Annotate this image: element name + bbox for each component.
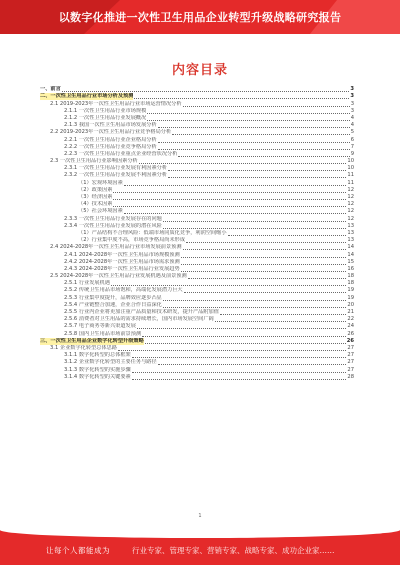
- toc-entry-title: 三、一次性卫生用品企业数字化转型升级策略: [40, 337, 144, 344]
- toc-entry-title: （3）经济因素: [78, 194, 113, 200]
- toc-entry-title: 3.1.3 数字化转型的实施步骤: [64, 366, 131, 373]
- toc-entry-title: 3.1.2 企业数字化转型的主要任务与路径: [64, 359, 157, 366]
- footer-banner: [0, 530, 400, 565]
- toc-entry[interactable]: [40, 280, 354, 287]
- toc-entry[interactable]: [40, 366, 354, 373]
- toc-leader-dots: [163, 300, 347, 301]
- toc-entry[interactable]: [40, 187, 354, 194]
- toc-entry[interactable]: [40, 352, 354, 359]
- toc-entry-title: 2.3.3 一次性卫生用品行业发展存在的问题: [64, 215, 162, 222]
- toc-entry-title: 2.3.1 一次性卫生用品行业发展有利因素分析: [64, 165, 168, 172]
- toc-entry[interactable]: [40, 244, 354, 251]
- toc-entry-title: 2.5.3 行业集中度提升，品牌效应逐步凸显: [64, 294, 162, 301]
- toc-entry[interactable]: [40, 144, 354, 151]
- toc-entry-page: 21: [347, 309, 354, 315]
- toc-entry[interactable]: [40, 316, 354, 323]
- toc-leader-dots: [132, 379, 347, 380]
- toc-entry-title: 2.3.4 一次性卫生用品行业发展的潜在风险: [64, 222, 162, 229]
- toc-entry-page: 15: [347, 258, 354, 265]
- report-header-banner: [0, 0, 400, 34]
- toc-leader-dots: [215, 321, 347, 322]
- toc-entry-title: 2.5.8 国内卫生用品市场前景预测: [64, 330, 142, 337]
- toc-leader-dots: [188, 278, 347, 279]
- toc-leader-dots: [147, 120, 349, 121]
- toc-entry[interactable]: [40, 237, 354, 244]
- toc-leader-dots: [142, 336, 346, 337]
- toc-entry[interactable]: [40, 122, 354, 129]
- toc-leader-dots: [183, 249, 347, 250]
- toc-entry-title: 2.3.2 一次性卫生用品行业发展不利因素分析: [64, 172, 168, 179]
- toc-leader-dots: [118, 350, 346, 351]
- toc-leader-dots: [181, 264, 347, 265]
- toc-leader-dots: [183, 106, 350, 107]
- toc-entry[interactable]: [40, 273, 354, 280]
- toc-leader-dots: [158, 142, 350, 143]
- toc-leader-dots: [181, 257, 347, 258]
- toc-entry-page: 26: [347, 330, 354, 337]
- footer-curve: [0, 530, 400, 538]
- toc-leader-dots: [62, 91, 350, 92]
- toc-entry-title: 3.1.4 数字化转型的关键要素: [64, 373, 131, 380]
- toc-entry-title: 2.4.1 2024-2028年一次性卫生用品市场规模预测: [64, 251, 180, 258]
- toc-entry-page: 10: [347, 165, 354, 172]
- toc-entry-title: 2.2.1 一次性卫生用品行业企业格局分析: [64, 136, 157, 143]
- toc-entry-page: 27: [347, 359, 354, 366]
- toc-entry-title: 2.5.2 传统卫生用品市场饱和，高端化发展潜力巨大: [64, 287, 183, 294]
- toc-entry[interactable]: [40, 287, 354, 294]
- toc-entry-title: （1）宏观环境因素: [78, 179, 123, 186]
- table-of-contents: [40, 86, 354, 381]
- toc-leader-dots: [172, 134, 350, 135]
- footer-slogan: 让每个人都能成为: [46, 546, 110, 555]
- toc-entry-page: 11: [347, 172, 354, 179]
- toc-entry-title: 2.5.4 产业链整合加速，企业合作日益深化: [64, 301, 162, 308]
- toc-entry[interactable]: [40, 338, 354, 345]
- toc-entry[interactable]: [40, 151, 354, 158]
- toc-entry[interactable]: [40, 359, 354, 366]
- toc-entry[interactable]: [40, 158, 354, 165]
- toc-leader-dots: [113, 192, 346, 193]
- toc-entry[interactable]: [40, 223, 354, 230]
- toc-entry-title: 3.1 企业数字化转型总体思路: [50, 344, 117, 351]
- toc-leader-dots: [220, 314, 346, 315]
- toc-entry[interactable]: [40, 86, 354, 93]
- toc-entry[interactable]: [40, 323, 354, 330]
- toc-entry-page: 27: [347, 366, 354, 373]
- page-number: 1: [198, 513, 202, 519]
- toc-entry-title: 2.1.3 我国一次性卫生用品市场发展分析: [64, 122, 157, 129]
- toc-entry-page: 9: [350, 150, 354, 157]
- toc-leader-dots: [132, 372, 347, 373]
- toc-entry-title: 2.3 一次性卫生用品行业影响因素分析: [50, 158, 138, 165]
- toc-entry-title: （2）行业集中度不高，市场竞争格局尚未形成: [78, 237, 186, 244]
- toc-leader-dots: [145, 343, 346, 344]
- footer-tagline: 行业专家、管理专家、营销专家、战略专家、成功企业家……: [132, 546, 335, 555]
- toc-entry-page: 18: [347, 280, 354, 287]
- toc-leader-dots: [178, 156, 349, 157]
- toc-entry-title: 一、前言: [40, 86, 61, 93]
- toc-entry-page: 12: [347, 208, 354, 215]
- toc-entry-page: 12: [347, 194, 354, 200]
- toc-leader-dots: [158, 149, 350, 150]
- toc-entry-page: 3: [350, 93, 354, 100]
- toc-entry-page: 28: [347, 373, 354, 380]
- toc-entry-page: 24: [347, 323, 354, 330]
- toc-entry-page: 6: [350, 136, 354, 143]
- toc-entry[interactable]: [40, 266, 354, 273]
- toc-entry-page: 7: [350, 143, 354, 150]
- toc-entry-title: 2.5.6 消费者对卫生用品的需求持续增长，国内市场发展空间广阔: [64, 316, 214, 323]
- toc-entry-page: 4: [350, 122, 354, 129]
- toc-entry-page: 26: [346, 337, 354, 344]
- toc-entry-title: 2.1 2019-2023年一次性卫生用品行业市场运营情况分析: [50, 100, 182, 107]
- toc-entry-title: 2.2.3 一次性卫生用品行业重点企业经营状况分析: [64, 150, 178, 157]
- toc-entry-page: 12: [347, 201, 354, 208]
- toc-leader-dots: [137, 328, 346, 329]
- toc-leader-dots: [184, 292, 347, 293]
- toc-entry-title: 2.4.3 2024-2028年一次性卫生用品行业发展趋势: [64, 265, 180, 272]
- toc-leader-dots: [163, 228, 347, 229]
- toc-leader-dots: [163, 307, 347, 308]
- toc-entry-title: 2.1.1 一次性卫生用品行业市场规模: [64, 107, 147, 114]
- toc-leader-dots: [113, 199, 346, 200]
- toc-entry-page: 13: [347, 237, 354, 244]
- toc-entry-page: 19: [347, 287, 354, 294]
- toc-entry[interactable]: [40, 208, 354, 215]
- toc-entry[interactable]: [40, 100, 354, 107]
- toc-entry-page: 14: [347, 244, 354, 251]
- toc-entry[interactable]: [40, 179, 354, 186]
- toc-entry[interactable]: [40, 115, 354, 122]
- toc-leader-dots: [113, 206, 346, 207]
- toc-entry-page: 3: [350, 86, 354, 93]
- toc-entry-title: （2）政策因素: [78, 186, 113, 193]
- toc-entry[interactable]: [40, 294, 354, 301]
- toc-entry-page: 3: [350, 107, 354, 114]
- toc-entry-page: 12: [347, 215, 354, 222]
- toc-entry-page: 27: [347, 344, 354, 351]
- toc-entry[interactable]: [40, 259, 354, 266]
- toc-entry-title: 2.2 2019-2023年一次性卫生用品行业竞争格局分析: [50, 129, 172, 136]
- toc-entry-page: 13: [347, 229, 354, 236]
- toc-entry-page: 19: [347, 294, 354, 301]
- toc-entry[interactable]: [40, 129, 354, 136]
- toc-entry-title: 2.5.1 行业发展机遇: [64, 280, 110, 287]
- toc-leader-dots: [228, 235, 347, 236]
- toc-entry-title: 3.1.1 数字化转型的总体框架: [64, 352, 131, 359]
- toc-entry-title: 2.4.2 2024-2028年一次性卫生用品市场需求预测: [64, 258, 180, 265]
- toc-leader-dots: [168, 177, 346, 178]
- toc-leader-dots: [124, 213, 347, 214]
- toc-entry-page: 20: [347, 301, 354, 308]
- toc-entry-page: 14: [347, 251, 354, 258]
- toc-entry-page: 4: [350, 114, 354, 121]
- toc-entry[interactable]: [40, 330, 354, 337]
- toc-leader-dots: [168, 170, 346, 171]
- toc-entry-title: 2.1.2 一次性卫生用品行业发展概况: [64, 114, 147, 121]
- report-title: 以数字化推进一次性卫生用品企业转型升级战略研究报告: [58, 11, 342, 24]
- toc-entry-page: 11: [347, 179, 354, 186]
- toc-entry[interactable]: [40, 201, 354, 208]
- toc-entry-page: 18: [347, 273, 354, 280]
- toc-entry-page: 13: [347, 222, 354, 229]
- toc-entry[interactable]: [40, 251, 354, 258]
- toc-entry[interactable]: [40, 309, 354, 316]
- toc-entry[interactable]: [40, 194, 354, 201]
- toc-leader-dots: [124, 185, 347, 186]
- toc-leader-dots: [163, 221, 347, 222]
- toc-entry-title: （4）技术因素: [78, 201, 113, 208]
- toc-entry[interactable]: [40, 165, 354, 172]
- toc-heading: 内容目录: [171, 63, 228, 78]
- toc-leader-dots: [186, 242, 346, 243]
- toc-entry-page: 3: [350, 100, 354, 107]
- toc-entry-page: 10: [347, 158, 354, 165]
- toc-entry-title: 2.5.7 电子商务等新兴渠道发展: [64, 323, 136, 330]
- toc-entry[interactable]: [40, 215, 354, 222]
- toc-leader-dots: [158, 127, 350, 128]
- toc-leader-dots: [132, 357, 347, 358]
- toc-entry[interactable]: [40, 108, 354, 115]
- toc-entry-page: 12: [347, 186, 354, 193]
- toc-leader-dots: [134, 98, 349, 99]
- toc-entry[interactable]: [40, 230, 354, 237]
- toc-entry[interactable]: [40, 302, 354, 309]
- toc-entry[interactable]: [40, 172, 354, 179]
- toc-entry-title: 2.5 2024-2028年一次性卫生用品行业发展机遇及前景预测: [50, 273, 187, 280]
- toc-entry-title: （5）社会环境因素: [78, 208, 123, 215]
- toc-entry[interactable]: [40, 93, 354, 100]
- toc-entry-title: 2.5.5 行业内企业将更加注重产品质量和技术研发，提升产品附加值: [64, 309, 219, 315]
- toc-entry-title: 二、一次性卫生用品行业市场分析及预测: [40, 93, 134, 100]
- toc-entry-title: 2.2.2 一次性卫生用品行业竞争格局分析: [64, 143, 157, 150]
- toc-entry-page: 5: [350, 129, 354, 136]
- toc-entry-title: （1）产品结构不合理风险：低端市场同质化竞争，利润空间缩小: [78, 229, 227, 236]
- toc-entry-page: 22: [347, 316, 354, 323]
- toc-entry-page: 16: [347, 265, 354, 272]
- toc-entry-title: 2.4 2024-2028年一次性卫生用品行业市场发展前景预测: [50, 244, 182, 251]
- toc-leader-dots: [111, 285, 346, 286]
- toc-leader-dots: [147, 113, 349, 114]
- toc-leader-dots: [158, 364, 347, 365]
- toc-entry[interactable]: [40, 374, 354, 381]
- toc-entry-page: 27: [347, 352, 354, 359]
- toc-leader-dots: [139, 163, 347, 164]
- toc-entry[interactable]: [40, 136, 354, 143]
- toc-entry[interactable]: [40, 345, 354, 352]
- toc-leader-dots: [181, 271, 347, 272]
